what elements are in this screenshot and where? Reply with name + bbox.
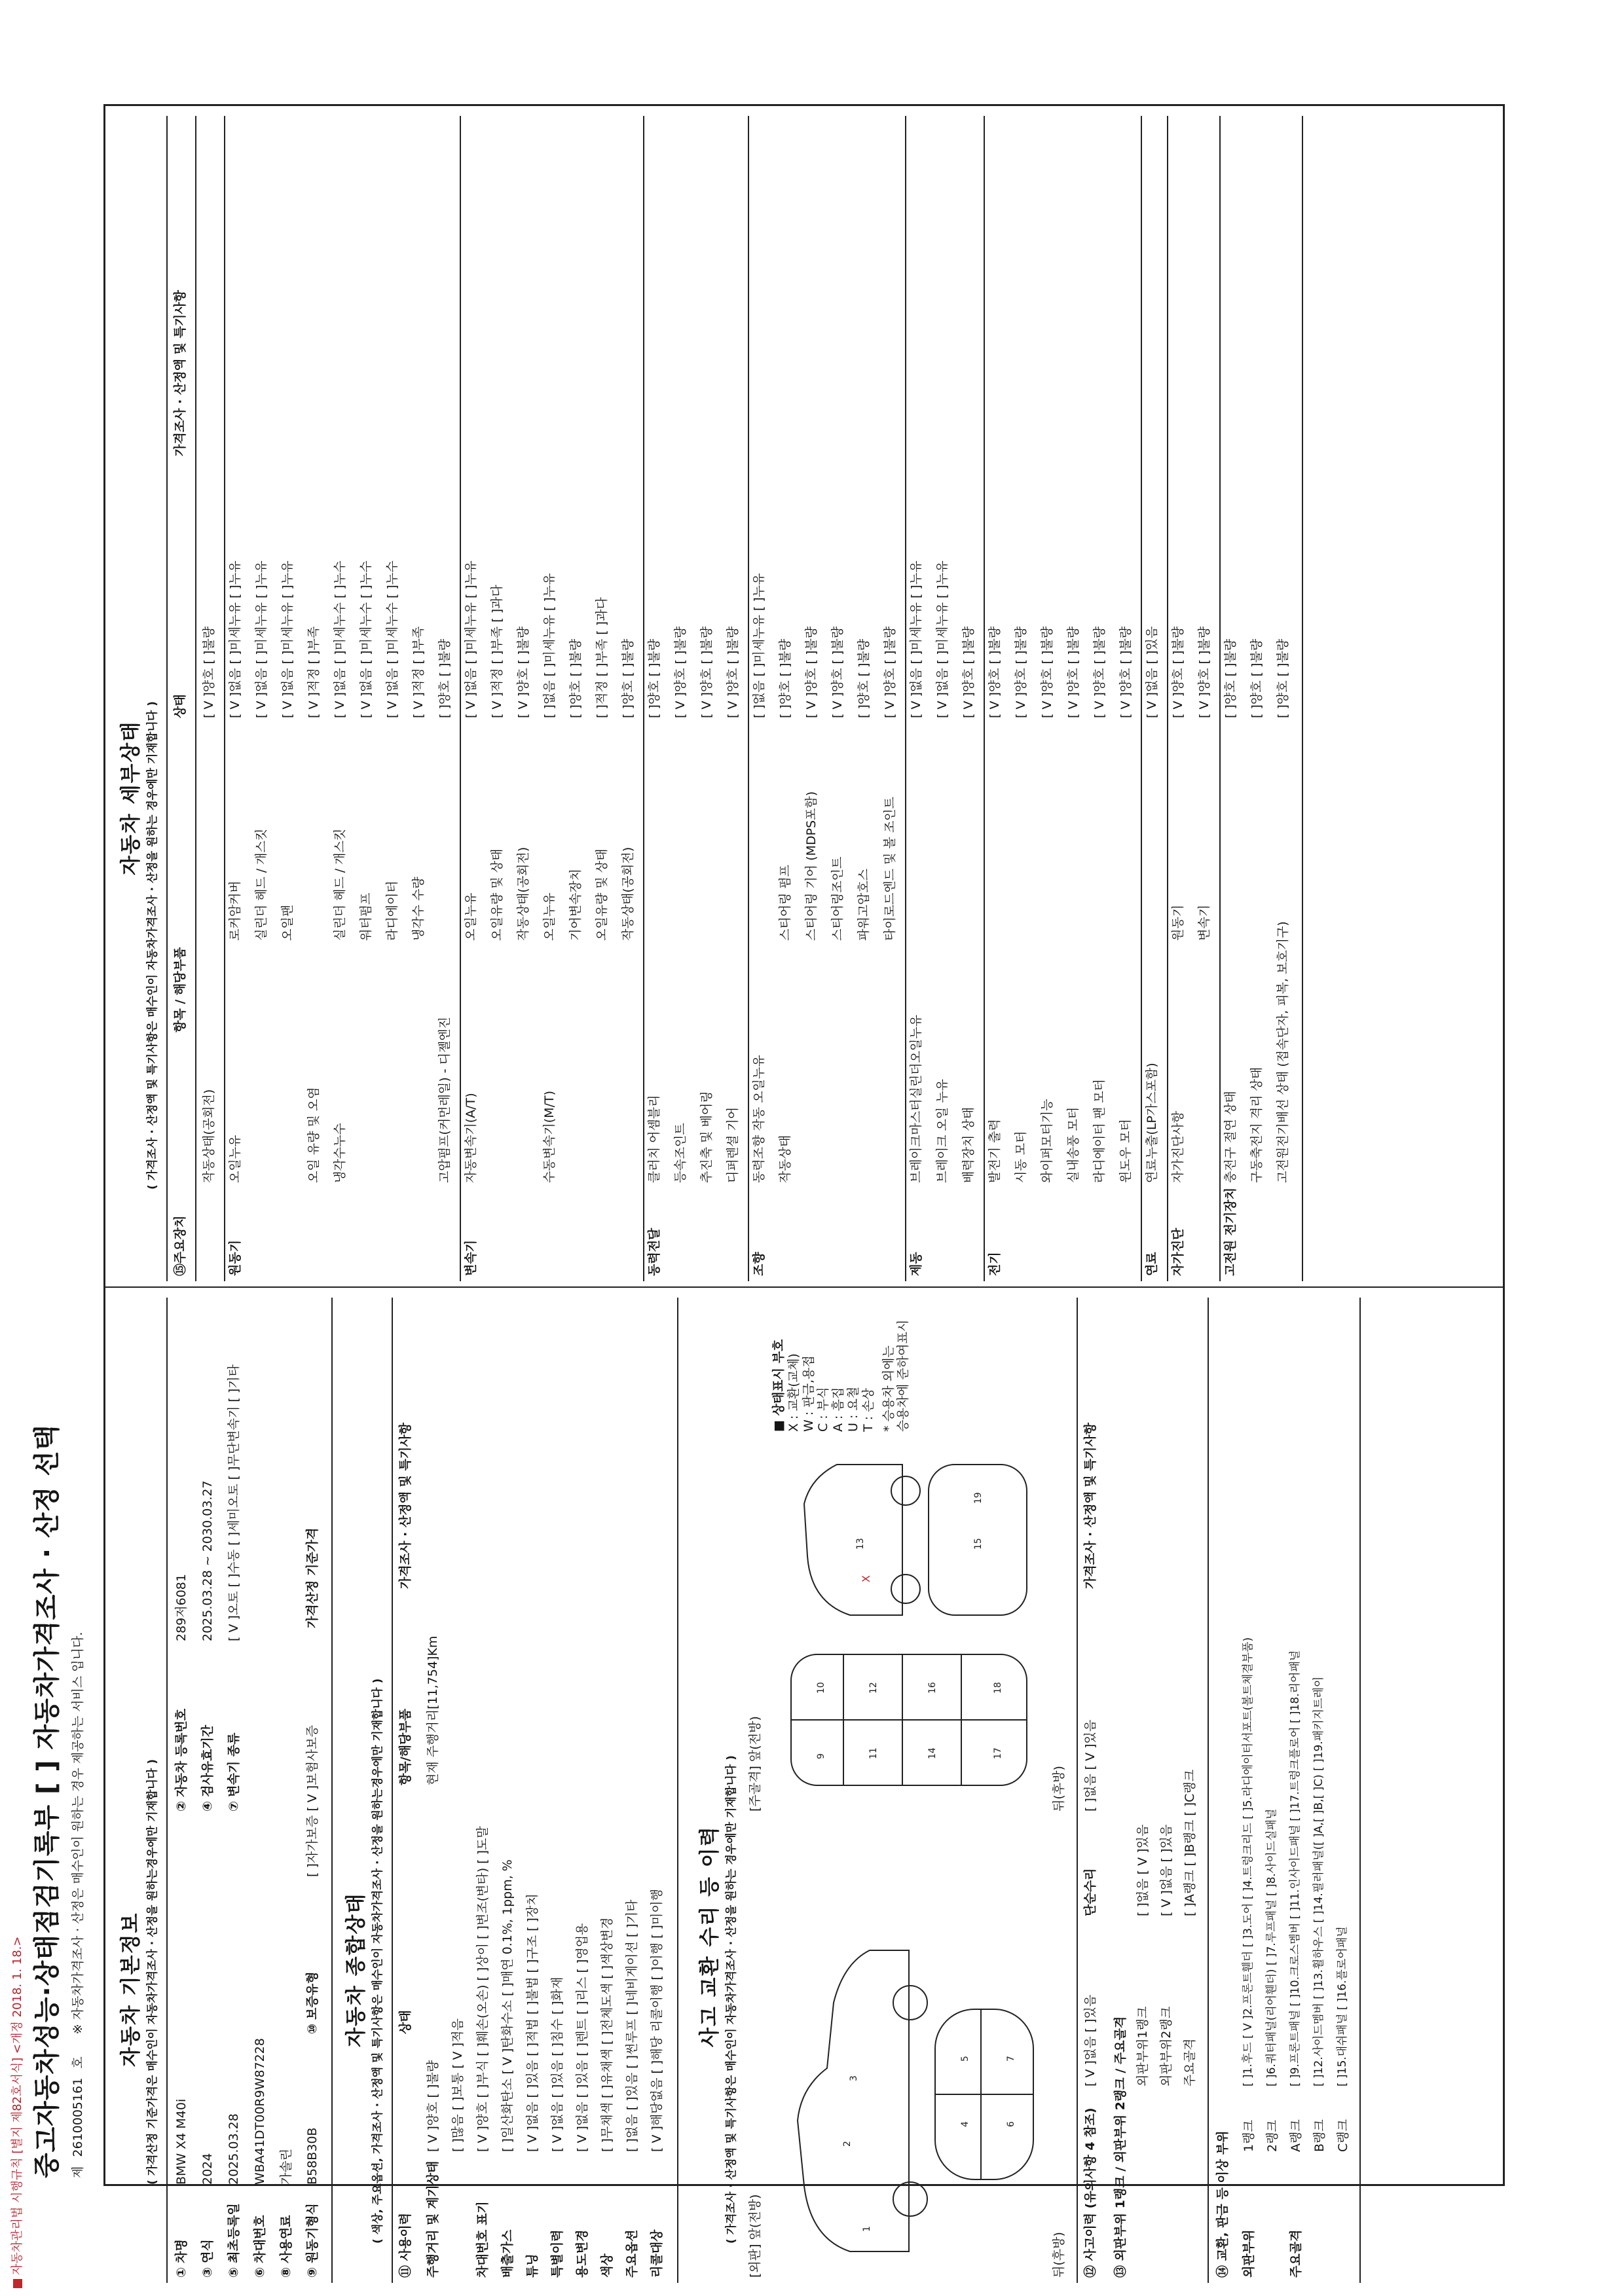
simple-repair-value: [ ]없음 [ V ]있음: [1083, 1719, 1098, 1812]
device-cell: 연료: [1145, 1252, 1159, 1276]
exchange-items: [ ]6.쿼터패널(리어휀더) [ ]7.루프패널 [ ]8.사이드실패널: [1265, 1808, 1278, 2086]
row-separator: [1219, 116, 1221, 1281]
item-cell: 발전기 출력: [987, 1119, 1002, 1183]
device-cell: 변속기: [464, 1239, 478, 1276]
row-separator: [1167, 116, 1168, 1281]
accident-history-value: [ V ]없음 [ ]있음: [1083, 1994, 1098, 2086]
inspection-validity: 2025.03.28 ~ 2030.03.27: [200, 1480, 215, 1641]
status-cell: [ V ]양호 [ ]불량: [987, 626, 1002, 718]
car-frame-icon: [771, 1445, 1046, 1812]
status-cell: [ V ]적정 [ ]부족 [ ]과다: [490, 585, 504, 718]
basic-field-row: ⑤ 최초등록일: [227, 2203, 241, 2278]
status-cell: [ ]양호 [ ]불량: [437, 638, 452, 718]
status-cell: [ V ]양호 [ ]불량: [426, 2060, 440, 2152]
status-cell: [ V ]없음 [ ]있음 [ ]적법 [ ]불법 [ ]구조 [ ]장치: [525, 1893, 540, 2152]
item-cell: 자가진단사항: [1171, 1110, 1185, 1183]
part-cell: 기어변속장치: [568, 868, 583, 941]
svg-text:4: 4: [960, 2121, 970, 2127]
mileage: 현재 주행거리[11,754]Km: [426, 1635, 440, 1785]
svg-text:10: 10: [816, 1682, 826, 1694]
status-cell: [ V ]없음 [ ]미세누수 [ ]누수: [385, 560, 399, 718]
item-cell: 동력조향 작동 오일누유: [752, 1055, 766, 1183]
status-cell: [ V ]없음 [ ]있음: [1145, 626, 1159, 718]
row-separator: [905, 116, 906, 1281]
svg-text:18: 18: [993, 1682, 1003, 1694]
device-cell: 원동기: [228, 1239, 242, 1276]
status-cell: [ ]양호 [ ]불량: [647, 638, 661, 718]
engine-type: B58B30B: [305, 2127, 320, 2185]
item-cell: 오일누유: [228, 1135, 242, 1183]
accident-heading: 사고 교환 수리 등 이력: [698, 1825, 722, 2047]
basic-info-note: ( 가격산정 기준가격은 매수인이 자동차가격조사 · 산정을 원하는경우에만 기재합니다 ): [146, 1758, 159, 2185]
item-cell: 시동 모터: [1014, 1131, 1028, 1183]
device-cell: 전기: [987, 1252, 1002, 1276]
svg-text:16: 16: [927, 1682, 938, 1694]
item-cell: 윈도우 모터: [1118, 1119, 1133, 1183]
item-cell: 작동상태(공회전): [202, 1089, 216, 1183]
item-cell: 브레이크마스터실린더오일누유: [909, 1015, 923, 1183]
exchange-items: [ ]12.사이드멤버 [ ]13.휠하우스 [ ]14.필러패널([ ]A,[ ]B,[ ]C) [ ]19.패키지트레이: [1312, 1676, 1325, 2086]
status-cell: [ ]양호 [ ]불량: [778, 638, 792, 718]
part-cell: 라디에이터: [385, 881, 399, 941]
status-cell: [ V ]양호 [ ]불량: [961, 626, 976, 718]
item-cell: 실내송풍 모터: [1066, 1106, 1080, 1183]
accident-note: ( 가격조사 · 산정액 및 특기사항은 매수인이 자동차가격조사 · 산정을 원하는 경우에만 기재합니다 ): [725, 1755, 738, 2244]
item-cell: 수동변속기(M/T): [542, 1091, 557, 1183]
device-cell: 자가진단: [1171, 1228, 1185, 1276]
item-cell: 충전구 절연 상태: [1223, 1091, 1238, 1183]
status-cell: [ ]일산화탄소 [ V ]탄화수소 [ ]매연 0.1%, 1ppm, %: [500, 1859, 515, 2152]
part-cell: 작동상태(공회전): [621, 847, 635, 941]
item-cell: 냉각수누수: [333, 1123, 347, 1183]
status-cell: [ V ]없음 [ ]미세누유 [ ]누유: [254, 560, 268, 718]
svg-text:2: 2: [842, 2141, 853, 2147]
part-cell: 파워고압호스: [857, 868, 871, 941]
status-cell: [ V ]양호 [ ]불량: [883, 626, 897, 718]
status-cell: [ ]적정 [ ]부족 [ ]과다: [595, 597, 609, 718]
part-cell: 워터펌프: [359, 892, 373, 941]
svg-text:X: X: [860, 1575, 872, 1582]
details-heading: 자동차 세부상태: [119, 720, 143, 875]
row-separator: [1141, 116, 1142, 1281]
details-note: ( 가격조사 · 산정액 및 특기사항은 매수인이 자동차가격조사 · 산정을 원하는 경우에만 기재합니다 ): [146, 701, 159, 1190]
item-cell: 자동변속기(A/T): [464, 1093, 478, 1183]
exterior-car-diagram: [771, 1911, 1046, 2278]
device-cell: 조향: [752, 1252, 766, 1276]
status-cell: [ ]무채색 [ ]유채색 [ ]전체도색 [ ]색상변경: [600, 1917, 614, 2152]
status-cell: [ V ]없음 [ ]있음 [ ]침수 [ ]화재: [550, 1977, 564, 2152]
row-separator: [224, 116, 225, 1281]
frame-car-diagram: [771, 1445, 1046, 1812]
svg-text:11: 11: [868, 1747, 879, 1759]
item-cell: 라디에이터 팬 모터: [1092, 1079, 1107, 1183]
item-cell: 브레이크 오일 누유: [935, 1079, 950, 1183]
status-cell: [ V ]양호 [ ]불량: [1066, 626, 1080, 718]
part-cell: 실린더 헤드 / 개스킷: [254, 828, 268, 941]
item-cell: 등속조인트: [673, 1123, 688, 1183]
status-cell: [ V ]없음 [ ]미세누유 [ ]누유: [228, 560, 242, 718]
svg-text:12: 12: [868, 1682, 879, 1694]
part-cell: 변속기: [1197, 904, 1211, 941]
status-cell: [ ]없음 [ ]있음 [ ]썬루프 [ ]네비게이션 [ ]기타: [625, 1899, 639, 2152]
status-cell: [ V ]양호 [ ]불량: [516, 626, 530, 718]
service-note: ※ 자동차가격조사 · 산정은 매수인이 원하는 경우 제공하는 서비스 입니다.: [71, 1631, 85, 2035]
device-cell: 제동: [909, 1252, 923, 1276]
status-cell: [ V ]없음 [ ]미세누수 [ ]누수: [333, 560, 347, 718]
document-title: 중고자동차성능·상태점검기록부 [ ] 자동차가격조사 · 산정 선택: [32, 1424, 62, 2178]
status-cell: [ ]양호 [ ]불량: [1249, 638, 1264, 718]
exchange-items: [ ]9.프론트패널 [ ]10.크로스멤버 [ ]11.인사이드패널 [ ]17.트렁크플로어 [ ]18.리어패널: [1289, 1650, 1302, 2086]
status-cell: [ V ]양호 [ ]불량: [830, 626, 845, 718]
status-cell: [ V ]양호 [ ]불량: [699, 626, 714, 718]
row-separator: [643, 116, 644, 1281]
part-cell: 실린더 헤드 / 개스킷: [333, 828, 347, 941]
basic-field-row: ⑧ 사용연료: [279, 2215, 293, 2278]
transmission-type: [ V ]오토 [ ]수동 [ ]세미오토 [ ]무단변속기 [ ]기타: [227, 1364, 241, 1641]
part-cell: 작동상태(공회전): [516, 847, 530, 941]
legend: ■ 상태표시 부호 X : 교환(교체) W : 판금,용접 C : 부식 A : 흠집 U : 요철 T : 손상 * 승용차 외에는 승용차에 준하여표시: [771, 1319, 911, 1432]
rotated-document-stage: 자동차관리법 시행규칙 [별지 제82호서식] <개정 2018. 1. 18.> 중고자동차성능·상태점검기록부 [ ] 자동차가격조사 · 산정 선택 제 2610005161 호 ※ 자동차가격조사 · 산정은 매수인이 원하는 경우 제공하는 서비스 입니다. 자동차 기본정보 ( 가격산정 기준가격은 매수인이 자동차가격조사 · 산정을 원하는경우에만 기재합니다 ) ① 차명 BMW X4 M40i ② 자동차 등록번호 289저6081 ③ 연식 2024 ④ 검사유효기간 2025.03.28 ~ 2030.03.27 ⑤ 최초등록일 2025.03.28 ⑦ 변속기 종류 [ V ]오토 [ ]수동 [ ]세미오토 [ ]무단변속기 [ ]기타 ⑥ 차대번호 WBA41DT00R9W87228 ⑧ 사용연료 가솔린 ⑨ 원동기형식 B58B30B ⑩ 보증유형 [ ]자가보증 [ V ]보험사보증 가격산정 기준가격 자동차 종합상태 ( 색상, 주요옵션, 가격조사 · 산정액 및 특기사항은 매수인이 자동차가격조사 · 산정을 원하는경우에만 기재합니다 ) ⑪ 사용이력 상태 항목/해당부품 가격조사 · 산정액 및 특기사항 주행거리 및 계기상태 [ V ]양호 [ ]불량 현재 주행거리[11,754]Km [ ]많음 [ ]보통 [ V ]적음 차대번호 표기 [ V ]양호 [ ]부식 [ ]훼손(오손) [ ]상이 [ ]변조(변타) [ ]도말 배출가스 [ ]일산화탄소 [ V ]탄화수소 [ ]매연 0.1%, 1ppm, % 튜닝 [ V ]없음 [ ]있음 [ ]적법 [ ]불법 [ ]구조 [ ]장치 특별이력 [ V ]없음 [ ]있음 [ ]침수 [ ]화재 용도변경 [ V ]없음 [ ]있음 [ ]렌트 [ ]리스 [ ]영업용 색상 [ ]무채색 [ ]유채색 [ ]전체도색 [ ]색상변경 주요옵션 [ ]없음 [ ]있음 [ ]썬루프 [ ]네비게이션 [ ]기타 리콜대상 [ V ]해당없음 [ ]해당 리콜이행 [ ]이행 [ ]미이행 사고 교환 수리 등 이력 ( 가격조사 · 산정액 및 특기사항은 매수인이 자동차가격조사 · 산정을 원하는 경우에만 기재합니다 ) [외판] 앞(전방) [주골격] 앞(전방) 1 2 3 4 5 6 7 9 10 11 12 14 16 17 18 13 15 19 X ■ 상태표시 부호 X : 교환(교체) W : 판금,용접 C : 부식 A : 흠집 U : 요철 T : 손상 * 승용차 외에는 승용차에 준하여표시 뒤(후방) 뒤(후방) ⑫ 사고이력 (유의사항 4 참조) [ V ]없음 [ ]있음 단순수리 [ ]없음 [ V ]있음 가격조사 · 산정액 및 특기사항 ⑬ 외판부위 1랭크 / 외판부위 2랭크 / 주요골격 외판부위1랭크 [ ]없음 [ V ]있음 외판부위2랭크 [ V ]없음 [ ]있음 주요골격 [ ]A랭크 [ ]B랭크 [ ]C랭크 ⑭ 교환, 판금 등 이상 부위 외판부위 1랭크 [ ]1.후드 [ V ]2.프론트휀더 [ ]3.도어 [ ]4.트렁크리드 [ ]5.라디에이터서포트(볼트체결부품) 2랭크 [ ]6.쿼터패널(리어휀더) [ ]7.루프패널 [ ]8.사이드실패널 주요골격 A랭크 [ ]9.프론트패널 [ ]10.크로스멤버 [ ]11.인사이드패널 [ ]17.트렁크플로어 [ ]18.리어패널 B랭크 [ ]12.사이드멤버 [ ]13.휠하우스 [ ]14.필러패널([ ]A,[ ]B,[ ]C) [ ]19.패키지트레이 C랭크 [ ]15.대쉬패널 [ ]16.플로어패널 자동차 세부상태 ( 가격조사 · 산정액 및 특기사항은 매수인이 자동차가격조사 · 산정을 원하는 경우에만 기재합니다 ) ⑮주요장치 항목 / 해당부품 상태 가격조사 · 산정액 및 특기사항 작동상태(공회전) [ V ]양호 [ ]불량 원동기 오일누유 로커암커버 [ V ]없음 [ ]미세누유 [ ]누유 실린더 헤드 / 개스킷 [ V ]없음 [ ]미세누유 [ ]누유 오일팬 [ V ]없음 [ ]미세누유 [ ]누유 오일 유량 및 오염 [ V ]적정 [ ]부족 냉각수누수 실린더 헤드 / 개스킷 [ V ]없음 [ ]미세누수 [ ]누수 워터펌프 [ V ]없음 [ ]미세누수 [ ]누수 라디에이터 [ V ]없음 [ ]미세누수 [ ]누수 냉각수 수량 [ V ]적정 [ ]부족 고압펌프(커먼레일) - 디젤엔진 [ ]양호 [ ]불량 변속기 자동변속기(A/T) 오일누유 [ V ]없음 [ ]미세누유 [ ]누유 오일유량 및 상태 [ V ]적정 [ ]부족 [ ]과다 작동상태(공회전) [ V ]양호 [ ]불량 수동변속기(M/T) 오일누유 [ ]없음 [ ]미세누유 [ ]누유 기어변속장치 [ ]양호 [ ]불량 오일유량 및 상태 [ ]적정 [ ]부족 [ ]과다 작동상태(공회전) [ ]양호 [ ]불량 동력전달 클러치 어셈블리 [ ]양호 [ ]불량 등속조인트 [ V ]양호 [ ]불량 추진축 및 베어링 [ V ]양호 [ ]불량 디퍼렌셜 기어 [ V ]양호 [ ]불량 조향 동력조향 작동 오일누유 [ ]없음 [ ]미세누유 [ ]누유 작동상태 스티어링 펌프 [ ]양호 [ ]불량 스티어링 기어 (MDPS포함) [ V ]양호 [ ]불량 스티어링조인트 [ V ]양호 [ ]불량 파워고압호스 [ ]양호 [ ]불량 타이로드엔드 및 볼 조인트 [ V ]양호 [ ]불량 제동 브레이크마스터실린더오일누유 [ V ]없음 [ ]미세누유 [ ]누유 브레이크 오일 누유 [ V ]없음 [ ]미세누유 [ ]누유 배력장치 상태 [ V ]양호 [ ]불량 전기 발전기 출력 [ V ]양호 [ ]불량 시동 모터 [ V ]양호 [ ]불량 와이퍼모터기능 [ V ]양호 [ ]불량 실내송풍 모터 [ V ]양호 [ ]불량 라디에이터 팬 모터 [ V ]양호 [ ]불량 윈도우 모터 [ V ]양호 [ ]불량 연료 연료누출(LP가스포함) [ V ]없음 [ ]있음 자가진단 자가진단사항 원동기 [ V ]양호 [ ]불량 변속기 [ V ]양호 [ ]불량 고전원 전기장치 충전구 절연 상태 [ ]양호 [ ]불량 구동축전지 격리 상태 [ ]양호 [ ]불량 고전원전기배선 상태 (접속단자, 피복, 보호기구) [ ]양호 [ ]불량: [0, 0, 1624, 2296]
status-cell: [ V ]양호 [ ]불량: [202, 626, 216, 718]
status-cell: [ V ]해당없음 [ ]해당 리콜이행 [ ]이행 [ ]미이행: [650, 1889, 664, 2152]
item-cell: 구동축전지 격리 상태: [1249, 1066, 1264, 1183]
status-cell: [ V ]양호 [ ]불량: [1171, 626, 1185, 718]
item-cell: 고압펌프(커먼레일) - 디젤엔진: [437, 1016, 452, 1183]
svg-text:9: 9: [816, 1753, 826, 1759]
status-cell: [ V ]양호 [ ]불량: [1118, 626, 1133, 718]
status-cell: [ V ]양호 [ ]불량: [1014, 626, 1028, 718]
status-cell: [ V ]양호 [ ]불량: [1092, 626, 1107, 718]
status-cell: [ ]양호 [ ]불량: [1223, 638, 1238, 718]
vin: WBA41DT00R9W87228: [253, 2038, 267, 2185]
status-cell: [ V ]양호 [ ]불량: [726, 626, 740, 718]
part-cell: 스티어링조인트: [830, 856, 845, 941]
column-divider: [103, 1286, 1505, 1288]
item-cell: 연료누출(LP가스포함): [1145, 1063, 1159, 1183]
svg-text:5: 5: [960, 2056, 970, 2062]
basic-field-row: ⑥ 차대번호: [253, 2215, 267, 2278]
part-cell: 오일누유: [542, 892, 557, 941]
status-cell: [ V ]없음 [ ]미세누유 [ ]누유: [909, 560, 923, 718]
item-cell: 고전원전기배선 상태 (접속단자, 피복, 보호기구): [1276, 921, 1290, 1183]
status-cell: [ V ]없음 [ ]미세누유 [ ]누유: [280, 560, 295, 718]
status-cell: [ ]많음 [ ]보통 [ V ]적음: [451, 2018, 465, 2152]
status-cell: [ V ]양호 [ ]불량: [1197, 626, 1211, 718]
part-cell: 스티어링 펌프: [778, 864, 792, 941]
first-registration: 2025.03.28: [227, 2113, 241, 2185]
item-cell: 오일 유량 및 오염: [306, 1087, 321, 1183]
part-cell: 오일유량 및 상태: [490, 848, 504, 941]
status-cell: [ V ]양호 [ ]부식 [ ]훼손(오손) [ ]상이 [ ]변조(변타) [ ]도말: [475, 1826, 490, 2152]
status-cell: [ ]없음 [ ]미세누유 [ ]누유: [542, 573, 557, 718]
svg-text:13: 13: [855, 1538, 866, 1550]
item-cell: 클러치 어셈블리: [647, 1095, 661, 1183]
basic-info-heading: 자동차 기본정보: [119, 1912, 143, 2067]
part-cell: 원동기: [1171, 904, 1185, 941]
item-cell: 작동상태: [778, 1135, 792, 1183]
top-note: 자동차관리법 시행규칙 [별지 제82호서식] <개정 2018. 1. 18.>: [8, 1937, 25, 2288]
part-cell: 오일팬: [280, 904, 295, 941]
exchange-items: [ ]15.대쉬패널 [ ]16.플로어패널: [1336, 1926, 1349, 2086]
status-cell: [ V ]적정 [ ]부족: [411, 626, 426, 718]
overall-heading: 자동차 종합상태: [344, 1892, 368, 2047]
model-year: 2024: [200, 2153, 215, 2185]
item-cell: 추진축 및 베어링: [699, 1091, 714, 1183]
status-cell: [ V ]없음 [ ]있음 [ ]렌트 [ ]리스 [ ]영업용: [575, 1923, 589, 2152]
document-number: 제 2610005161 호 ※ 자동차가격조사 · 산정은 매수인이 원하는 경우 제공하는 서비스 입니다.: [71, 1631, 85, 2178]
row-separator: [748, 116, 749, 1281]
status-cell: [ V ]적정 [ ]부족: [306, 626, 321, 718]
device-cell: 동력전달: [647, 1228, 661, 1276]
overall-note: ( 색상, 주요옵션, 가격조사 · 산정액 및 특기사항은 매수인이 자동차가격조사 · 산정을 원하는경우에만 기재합니다 ): [371, 1678, 384, 2244]
part-cell: 오일누유: [464, 892, 478, 941]
table-bottom-line: [1302, 116, 1303, 1281]
status-cell: [ V ]없음 [ ]미세누수 [ ]누수: [359, 560, 373, 718]
status-cell: [ V ]양호 [ ]불량: [673, 626, 688, 718]
svg-text:1: 1: [862, 2226, 872, 2232]
svg-text:6: 6: [1006, 2121, 1016, 2127]
part-cell: 오일유량 및 상태: [595, 848, 609, 941]
red-square-icon: [13, 2279, 22, 2288]
svg-text:14: 14: [927, 1747, 938, 1759]
basic-field-row: ③ 연식: [200, 2239, 215, 2278]
svg-text:19: 19: [973, 1492, 984, 1504]
row-separator: [460, 116, 461, 1281]
status-cell: [ V ]없음 [ ]미세누유 [ ]누유: [935, 560, 950, 718]
device-cell: 고전원 전기장치: [1223, 1187, 1238, 1276]
row-separator: [984, 116, 985, 1281]
part-cell: 로커암커버: [228, 881, 242, 941]
status-cell: [ V ]없음 [ ]미세누유 [ ]누유: [464, 560, 478, 718]
basic-field-row: ① 차명: [174, 2239, 189, 2278]
status-cell: [ ]양호 [ ]불량: [621, 638, 635, 718]
plate-number: 289저6081: [174, 1574, 189, 1641]
item-cell: 와이퍼모터기능: [1040, 1099, 1054, 1183]
status-cell: [ ]양호 [ ]불량: [568, 638, 583, 718]
status-cell: [ ]없음 [ ]미세누유 [ ]누유: [752, 573, 766, 718]
basic-field-row: ⑨ 원동기형식: [305, 2203, 320, 2278]
part-cell: 스티어링 기어 (MDPS포함): [804, 791, 819, 941]
part-cell: 냉각수 수량: [411, 877, 426, 941]
svg-text:15: 15: [973, 1538, 984, 1550]
item-cell: 디퍼렌셜 기어: [726, 1106, 740, 1183]
svg-text:17: 17: [993, 1747, 1003, 1759]
svg-text:3: 3: [849, 2075, 859, 2081]
car-name: BMW X4 M40i: [174, 2098, 189, 2185]
exchange-items: [ ]1.후드 [ V ]2.프론트휀더 [ ]3.도어 [ ]4.트렁크리드 [ ]5.라디에이터서포트(볼트체결부품): [1242, 1637, 1255, 2086]
car-outline-icon: [771, 1911, 1046, 2278]
fuel-type: 가솔린: [279, 2148, 293, 2185]
warranty-type: [ ]자가보증 [ V ]보험사보증: [305, 1725, 320, 1877]
status-cell: [ V ]양호 [ ]불량: [1040, 626, 1054, 718]
status-cell: [ V ]양호 [ ]불량: [804, 626, 819, 718]
status-cell: [ ]양호 [ ]불량: [857, 638, 871, 718]
svg-text:7: 7: [1006, 2056, 1016, 2062]
base-price-label: 가격산정 기준가격: [305, 1527, 320, 1628]
part-cell: 타이로드엔드 및 볼 조인트: [883, 796, 897, 941]
status-cell: [ ]양호 [ ]불량: [1276, 638, 1290, 718]
item-cell: 배력장치 상태: [961, 1106, 976, 1183]
